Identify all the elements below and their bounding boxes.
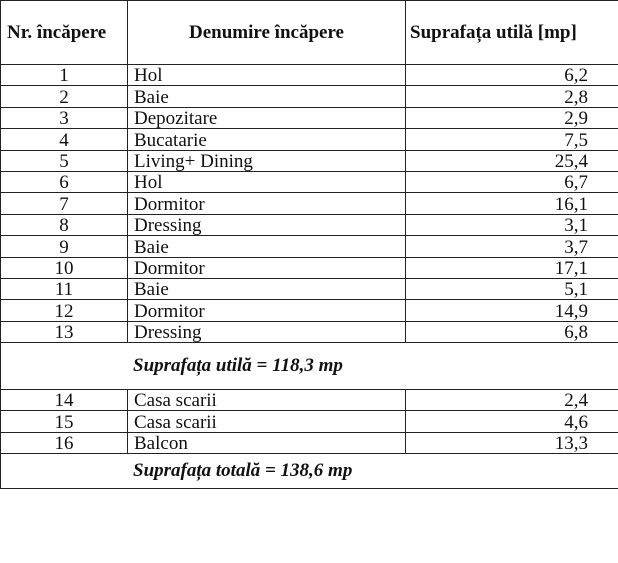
total-row — [1, 454, 618, 489]
room-area-cell: 3,7 — [406, 236, 618, 257]
table-row — [1, 236, 618, 257]
table-row — [1, 321, 618, 342]
room-number-cell: 11 — [1, 278, 128, 299]
room-name-cell: Dormitor — [128, 193, 406, 214]
room-name-cell: Dressing — [128, 321, 406, 342]
subtotal-text: Suprafața utilă = 118,3 mp — [1, 343, 618, 390]
room-area-cell: 5,1 — [406, 278, 618, 299]
room-area-cell: 4,6 — [406, 411, 618, 432]
room-name-cell: Living+ Dining — [128, 150, 406, 171]
room-area-cell: 2,9 — [406, 107, 618, 128]
room-area-cell: 6,2 — [406, 65, 618, 86]
room-number-cell: 14 — [1, 390, 128, 411]
room-area-cell: 3,1 — [406, 214, 618, 235]
room-number-cell: 2 — [1, 86, 128, 107]
subtotal-row — [1, 343, 618, 390]
room-name-cell: Dressing — [128, 214, 406, 235]
room-number-cell: 3 — [1, 107, 128, 128]
room-name-cell: Hol — [128, 171, 406, 192]
table-row — [1, 107, 618, 128]
table-row — [1, 432, 618, 453]
room-name-cell: Bucatarie — [128, 129, 406, 150]
table-row — [1, 65, 618, 86]
table-row — [1, 257, 618, 278]
room-number-cell: 6 — [1, 171, 128, 192]
room-name-cell: Casa scarii — [128, 390, 406, 411]
room-name-cell: Baie — [128, 278, 406, 299]
room-area-cell: 17,1 — [406, 257, 618, 278]
room-name-cell: Baie — [128, 86, 406, 107]
room-number-cell: 15 — [1, 411, 128, 432]
header-row — [1, 1, 618, 65]
room-name-cell: Depozitare — [128, 107, 406, 128]
room-area-cell: 2,8 — [406, 86, 618, 107]
room-name-cell: Balcon — [128, 432, 406, 453]
room-number-cell: 10 — [1, 257, 128, 278]
room-number-cell: 4 — [1, 129, 128, 150]
room-name-cell: Casa scarii — [128, 411, 406, 432]
room-area-cell: 25,4 — [406, 150, 618, 171]
room-name-cell: Hol — [128, 65, 406, 86]
room-number-cell: 16 — [1, 432, 128, 453]
room-area-cell: 6,8 — [406, 321, 618, 342]
room-number-cell: 8 — [1, 214, 128, 235]
room-name-cell: Baie — [128, 236, 406, 257]
room-number-cell: 12 — [1, 300, 128, 321]
table-row — [1, 86, 618, 107]
table-row — [1, 278, 618, 299]
header-room-number: Nr. încăpere — [1, 1, 128, 65]
table-row — [1, 390, 618, 411]
table-row — [1, 150, 618, 171]
room-number-cell: 13 — [1, 321, 128, 342]
room-number-cell: 1 — [1, 65, 128, 86]
room-name-cell: Dormitor — [128, 257, 406, 278]
room-number-cell: 9 — [1, 236, 128, 257]
total-text: Suprafața totală = 138,6 mp — [1, 454, 618, 489]
table-row — [1, 300, 618, 321]
table-row — [1, 193, 618, 214]
room-area-cell: 14,9 — [406, 300, 618, 321]
table-row — [1, 129, 618, 150]
room-number-cell: 7 — [1, 193, 128, 214]
room-area-cell: 16,1 — [406, 193, 618, 214]
table-row — [1, 411, 618, 432]
room-area-cell: 7,5 — [406, 129, 618, 150]
room-area-cell: 13,3 — [406, 432, 618, 453]
room-number-cell: 5 — [1, 150, 128, 171]
room-name-cell: Dormitor — [128, 300, 406, 321]
room-area-cell: 6,7 — [406, 171, 618, 192]
extra-room-rows — [1, 390, 618, 454]
room-rows — [1, 65, 618, 343]
header-room-name: Denumire încăpere — [128, 1, 406, 65]
table-row — [1, 171, 618, 192]
room-area-cell: 2,4 — [406, 390, 618, 411]
header-usable-area: Suprafața utilă [mp] — [406, 1, 618, 65]
table-row — [1, 214, 618, 235]
